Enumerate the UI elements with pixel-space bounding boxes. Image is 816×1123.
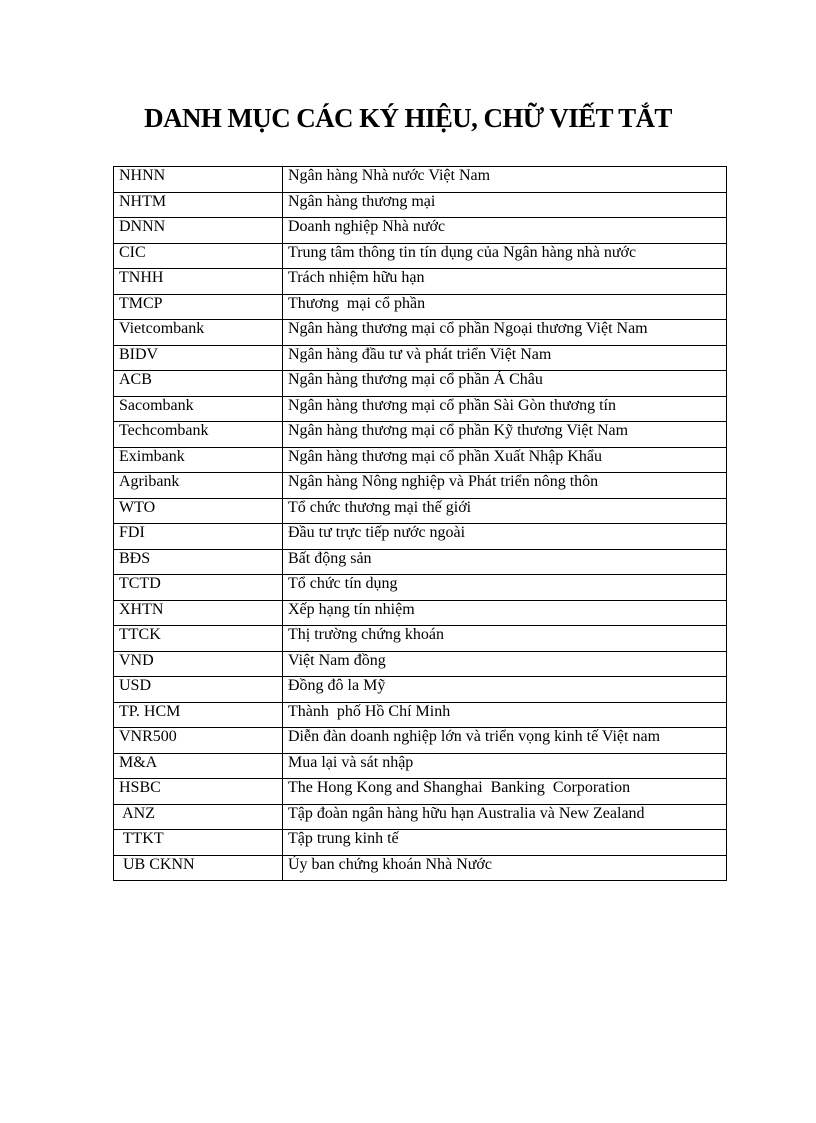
abbreviation-cell: FDI — [114, 524, 283, 550]
abbreviation-cell: UB CKNN — [114, 855, 283, 881]
meaning-cell: Ủy ban chứng khoán Nhà Nước — [283, 855, 727, 881]
table-row — [114, 855, 727, 881]
table-row — [114, 218, 727, 244]
table-row — [114, 677, 727, 703]
table-row — [114, 753, 727, 779]
table-row — [114, 167, 727, 193]
abbreviation-cell: TTKT — [114, 830, 283, 856]
table-row — [114, 371, 727, 397]
meaning-cell: Diễn đàn doanh nghiệp lớn và triển vọng kinh tế Việt nam — [283, 728, 727, 754]
abbreviation-cell: VNR500 — [114, 728, 283, 754]
meaning-cell: Ngân hàng Nông nghiệp và Phát triển nông thôn — [283, 473, 727, 499]
abbreviation-cell: TMCP — [114, 294, 283, 320]
table-row — [114, 651, 727, 677]
meaning-cell: Ngân hàng thương mại cổ phần Sài Gòn thương tín — [283, 396, 727, 422]
meaning-cell: Tổ chức tín dụng — [283, 575, 727, 601]
abbreviation-cell: TP. HCM — [114, 702, 283, 728]
meaning-cell: Đầu tư trực tiếp nước ngoài — [283, 524, 727, 550]
meaning-cell: Ngân hàng thương mại — [283, 192, 727, 218]
table-row — [114, 575, 727, 601]
abbreviation-cell: Sacombank — [114, 396, 283, 422]
meaning-cell: Ngân hàng đầu tư và phát triển Việt Nam — [283, 345, 727, 371]
meaning-cell: Thị trường chứng khoán — [283, 626, 727, 652]
meaning-cell: Mua lại và sát nhập — [283, 753, 727, 779]
table-row — [114, 269, 727, 295]
meaning-cell: Doanh nghiệp Nhà nước — [283, 218, 727, 244]
abbreviation-cell: NHTM — [114, 192, 283, 218]
table-row — [114, 498, 727, 524]
meaning-cell: Ngân hàng thương mại cổ phần Ngoại thương Việt Nam — [283, 320, 727, 346]
table-row — [114, 626, 727, 652]
abbreviation-cell: M&A — [114, 753, 283, 779]
table-row — [114, 524, 727, 550]
meaning-cell: Trách nhiệm hữu hạn — [283, 269, 727, 295]
meaning-cell: Ngân hàng Nhà nước Việt Nam — [283, 167, 727, 193]
abbreviation-cell: Eximbank — [114, 447, 283, 473]
abbreviation-cell: WTO — [114, 498, 283, 524]
table-row — [114, 779, 727, 805]
abbreviation-cell: Vietcombank — [114, 320, 283, 346]
abbreviation-cell: TTCK — [114, 626, 283, 652]
abbreviation-cell: ACB — [114, 371, 283, 397]
meaning-cell: Ngân hàng thương mại cổ phần Kỹ thương Việt Nam — [283, 422, 727, 448]
table-row — [114, 549, 727, 575]
table-row — [114, 473, 727, 499]
abbreviation-cell: USD — [114, 677, 283, 703]
abbreviation-cell: ANZ — [114, 804, 283, 830]
meaning-cell: Thương mại cổ phần — [283, 294, 727, 320]
table-row — [114, 345, 727, 371]
meaning-cell: Ngân hàng thương mại cổ phần Xuất Nhập Khẩu — [283, 447, 727, 473]
abbreviation-cell: BIDV — [114, 345, 283, 371]
abbreviation-cell: VND — [114, 651, 283, 677]
abbreviation-cell: DNNN — [114, 218, 283, 244]
table-row — [114, 830, 727, 856]
meaning-cell: Tổ chức thương mại thế giới — [283, 498, 727, 524]
meaning-cell: Đồng đô la Mỹ — [283, 677, 727, 703]
table-row — [114, 728, 727, 754]
table-row — [114, 422, 727, 448]
abbreviation-cell: CIC — [114, 243, 283, 269]
table-row — [114, 243, 727, 269]
meaning-cell: Thành phố Hồ Chí Minh — [283, 702, 727, 728]
meaning-cell: Tập trung kinh tế — [283, 830, 727, 856]
meaning-cell: Việt Nam đồng — [283, 651, 727, 677]
abbreviation-cell: TCTD — [114, 575, 283, 601]
table-row — [114, 294, 727, 320]
meaning-cell: Trung tâm thông tin tín dụng của Ngân hàng nhà nước — [283, 243, 727, 269]
table-row — [114, 396, 727, 422]
abbreviation-table — [113, 166, 727, 881]
meaning-cell: Tập đoàn ngân hàng hữu hạn Australia và New Zealand — [283, 804, 727, 830]
meaning-cell: Bất động sản — [283, 549, 727, 575]
table-row — [114, 447, 727, 473]
table-row — [114, 320, 727, 346]
abbreviation-cell: Techcombank — [114, 422, 283, 448]
abbreviation-cell: TNHH — [114, 269, 283, 295]
meaning-cell: Xếp hạng tín nhiệm — [283, 600, 727, 626]
abbreviation-cell: HSBC — [114, 779, 283, 805]
abbreviation-cell: NHNN — [114, 167, 283, 193]
table-row — [114, 192, 727, 218]
abbreviation-cell: Agribank — [114, 473, 283, 499]
meaning-cell: Ngân hàng thương mại cổ phần Á Châu — [283, 371, 727, 397]
table-row — [114, 702, 727, 728]
page-title: DANH MỤC CÁC KÝ HIỆU, CHỮ VIẾT TẮT — [144, 103, 672, 133]
abbreviation-table-body — [114, 167, 727, 881]
abbreviation-cell: XHTN — [114, 600, 283, 626]
table-row — [114, 600, 727, 626]
meaning-cell: The Hong Kong and Shanghai Banking Corporation — [283, 779, 727, 805]
abbreviation-cell: BĐS — [114, 549, 283, 575]
table-row — [114, 804, 727, 830]
